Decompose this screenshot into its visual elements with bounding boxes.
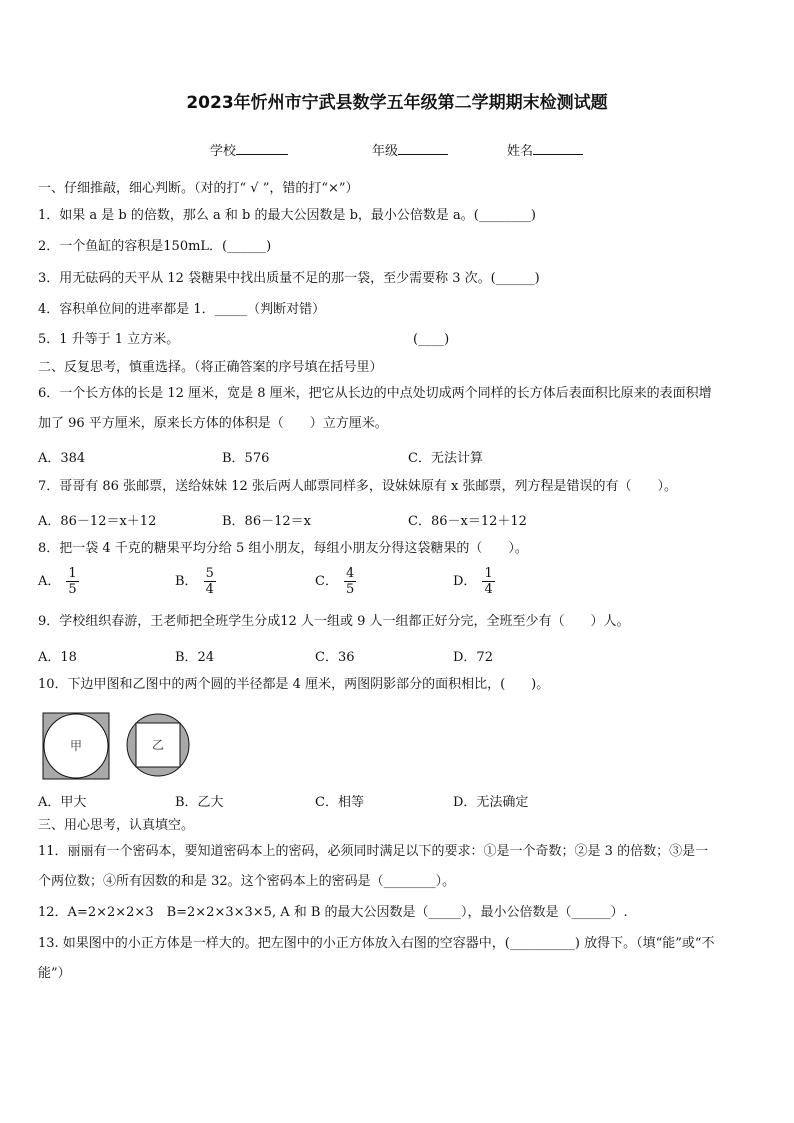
grade-label: 年级	[372, 144, 399, 159]
grade-blank[interactable]	[398, 141, 448, 155]
question-12: 12．A=2×2×2×3 B=2×2×3×3×5, A 和 B 的最大公因数是（_____），最小公倍数是（______）.	[38, 905, 628, 920]
question-1: 1．如果 a 是 b 的倍数，那么 a 和 b 的最大公因数是 b，最小公倍数是 a。(________)	[38, 208, 536, 223]
question-3: 3．用无砝码的天平从 12 袋糖果中找出质量不足的那一袋，至少需要称 3 次。(______)	[38, 271, 540, 286]
question-8: 8．把一袋 4 千克的糖果平均分给 5 组小朋友，每组小朋友分得这袋糖果的（ ）。	[38, 541, 528, 556]
q10-option-a[interactable]: A．甲大	[38, 795, 87, 810]
q6-option-a[interactable]: A．384	[38, 451, 86, 466]
fraction	[482, 566, 494, 597]
q6-option-c[interactable]: C．无法计算	[408, 451, 483, 466]
name-blank[interactable]	[533, 141, 583, 155]
numerator: 1	[68, 566, 77, 581]
figure-jia-svg	[42, 712, 110, 780]
q9-option-a[interactable]: A．18	[38, 650, 77, 665]
fraction	[344, 566, 356, 597]
page-title: 2023年忻州市宁武县数学五年级第二学期期末检测试题	[186, 93, 608, 113]
q8-option-a[interactable]	[38, 566, 79, 597]
question-11-line1: 11．丽丽有一个密码本，要知道密码本上的密码，必须同时满足以下的要求：①是一个奇数；②是 3 的倍数；③是一	[38, 844, 709, 859]
q6-option-b[interactable]: B．576	[222, 451, 270, 466]
figure-yi-svg	[125, 712, 191, 778]
question-13-line2: 能”）	[38, 966, 71, 981]
name-label: 姓名	[507, 144, 534, 159]
q8-option-a-label: A．	[38, 574, 61, 589]
q8-option-c-label: C．	[315, 574, 338, 589]
question-10: 10．下边甲图和乙图中的两个圆的半径都是 4 厘米，两图阴影部分的面积相比，( )。	[38, 677, 550, 692]
school-field	[210, 140, 288, 159]
q8-option-b[interactable]	[175, 566, 216, 597]
q10-option-d[interactable]: D．无法确定	[453, 795, 529, 810]
figure-jia	[42, 712, 110, 784]
numerator: 1	[484, 566, 493, 581]
grade-field	[372, 140, 448, 159]
fraction	[66, 566, 78, 597]
q9-option-b[interactable]: B．24	[175, 650, 215, 665]
question-9: 9．学校组织春游，王老师把全班学生分成12 人一组或 9 人一组都正好分完，全班至少有（ ）人。	[38, 614, 630, 629]
q7-option-c[interactable]: C．86－x＝12＋12	[408, 514, 527, 529]
question-13-line1: 13. 如果图中的小正方体是一样大的。把左图中的小正方体放入右图的空容器中，(__________) 放得下。（填“能”或“不	[38, 936, 715, 951]
denominator: 4	[205, 582, 214, 597]
section2-header: 二、反复思考，慎重选择。（将正确答案的序号填在括号里）	[38, 360, 383, 375]
q8-option-c[interactable]	[315, 566, 356, 597]
q7-option-b[interactable]: B．86－12＝x	[222, 514, 311, 529]
school-label: 学校	[210, 144, 237, 159]
section3-header: 三、用心思考，认真填空。	[38, 818, 195, 833]
figure-yi	[125, 712, 191, 782]
numerator: 4	[345, 566, 355, 581]
q7-option-a[interactable]: A．86－12＝x＋12	[38, 514, 157, 529]
q9-option-c[interactable]: C．36	[315, 650, 355, 665]
denominator: 4	[484, 582, 493, 597]
q10-option-b[interactable]: B．乙大	[175, 795, 224, 810]
question-4: 4．容积单位间的进率都是 1．_____（判断对错）	[38, 302, 326, 317]
denominator: 5	[68, 582, 77, 597]
question-11-line2: 个两位数；④所有因数的和是 32。这个密码本上的密码是（________）。	[38, 874, 456, 889]
denominator: 5	[345, 582, 355, 597]
question-5: 5．1 升等于 1 立方米。	[38, 332, 180, 347]
q10-option-c[interactable]: C．相等	[315, 795, 364, 810]
question-2: 2．一个鱼缸的容积是150mL．(______)	[38, 239, 272, 254]
q8-option-d-label: D．	[453, 574, 477, 589]
question-6-line2: 加了 96 平方厘米，原来长方体的体积是（ ）立方厘米。	[38, 416, 388, 431]
question-6-line1: 6．一个长方体的长是 12 厘米，宽是 8 厘米，把它从长边的中点处切成两个同样的长方体后表面积比原来的表面积增	[38, 386, 712, 401]
jia-label: 甲	[69, 739, 83, 753]
fraction	[204, 566, 216, 597]
numerator: 5	[205, 566, 214, 581]
section1-header: 一、仔细推敲，细心判断。（对的打“ √ ”，错的打“×”）	[38, 181, 359, 196]
name-field	[507, 140, 583, 159]
question-5-blank[interactable]: (____)	[413, 332, 450, 347]
q8-option-b-label: B．	[175, 574, 198, 589]
school-blank[interactable]	[236, 141, 288, 155]
yi-label: 乙	[151, 738, 165, 752]
question-7: 7．哥哥有 86 张邮票，送给妹妹 12 张后两人邮票同样多，设妹妹原有 x 张邮票，列方程是错误的有（ ）。	[38, 479, 677, 494]
q8-option-d[interactable]	[453, 566, 495, 597]
q9-option-d[interactable]: D．72	[453, 650, 493, 665]
